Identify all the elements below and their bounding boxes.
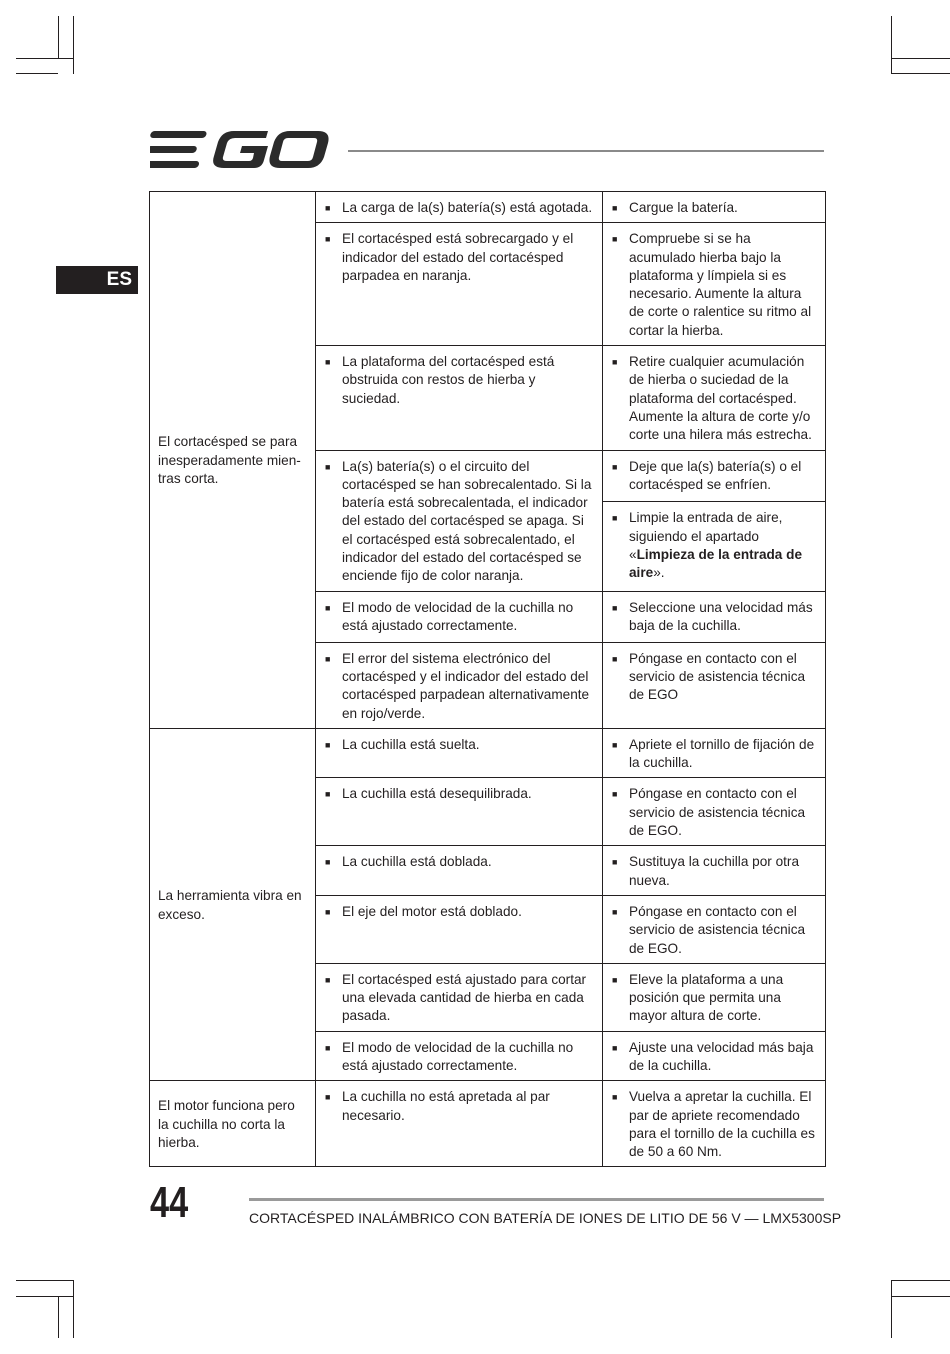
cause-text: El cortacésped está ajustado para cortar una elevada cantidad de hierba en cada pasada. <box>342 971 587 1024</box>
bullet-icon: ■ <box>612 789 618 800</box>
solution-text: Póngase en contacto con el servicio de asistencia técnica de EGO <box>629 650 806 703</box>
solution-text: Eleve la plataforma a una posición que permita una mayor altura de corte. <box>629 971 784 1024</box>
bullet-icon: ■ <box>325 234 331 245</box>
table-row <box>150 1081 826 1167</box>
bullet-icon: ■ <box>612 513 618 524</box>
bullet-icon: ■ <box>325 357 331 368</box>
language-tab: ES <box>56 266 138 294</box>
cause-cell <box>316 1031 603 1081</box>
solution-cell <box>603 846 826 896</box>
bullet-icon: ■ <box>612 234 618 245</box>
crop-mark <box>891 16 892 74</box>
cause-cell <box>316 1081 603 1167</box>
cause-cell <box>316 346 603 450</box>
crop-mark <box>16 58 74 59</box>
footer-rule <box>249 1198 824 1201</box>
cause-text: La cuchilla está doblada. <box>342 854 492 870</box>
bullet-icon: ■ <box>612 857 618 868</box>
cause-cell <box>316 728 603 778</box>
solution-text: Compruebe si se ha acumulado hierba bajo la plataforma y límpiela si es necesario. Aumente la altura de corte o ralentice su ritmo al cortar la hierba. <box>629 231 812 338</box>
cause-text: El error del sistema electrónico del cortacésped y el indicador del estado del cortacésped parpadean alternativamente en rojo/verde. <box>342 650 590 721</box>
bullet-icon: ■ <box>325 602 331 613</box>
solution-text: Retire cualquier acumulación de hierba o suciedad de la plataforma del cortacésped. Aumente la altura de corte y/o corte una hilera más estrecha. <box>629 354 812 443</box>
cause-text: El eje del motor está doblado. <box>342 903 522 919</box>
crop-mark <box>891 73 950 74</box>
cause-cell <box>316 192 603 223</box>
bullet-icon: ■ <box>325 461 331 472</box>
solution-text: Apriete el tornillo de fijación de la cuchilla. <box>629 736 815 771</box>
crop-mark <box>891 1296 950 1297</box>
cause-text: La cuchilla está desequilibrada. <box>342 786 532 802</box>
bullet-icon: ■ <box>612 906 618 917</box>
crop-mark <box>73 1280 74 1338</box>
cause-cell <box>316 450 603 591</box>
bullet-icon: ■ <box>325 906 331 917</box>
solution-cell <box>603 346 826 450</box>
bullet-icon: ■ <box>325 789 331 800</box>
cause-text: La cuchilla está suelta. <box>342 736 480 752</box>
bullet-icon: ■ <box>612 974 618 985</box>
bullet-icon: ■ <box>325 1092 331 1103</box>
header-rule <box>348 150 824 152</box>
cause-cell <box>316 895 603 963</box>
solution-text-part: Limpie la entrada de aire, siguiendo el apartado « <box>629 510 783 562</box>
bullet-icon: ■ <box>612 357 618 368</box>
solution-text: Vuelva a apretar la cuchilla. El par de apriete recomendado para el tornillo de la cuchilla es de 50 a 60 Nm. <box>629 1089 815 1160</box>
cause-text: La carga de la(s) batería(s) está agotada. <box>342 200 593 215</box>
solution-text <box>629 509 817 582</box>
bullet-icon: ■ <box>325 974 331 985</box>
troubleshooting-table <box>149 191 826 1167</box>
solution-cell <box>603 450 826 502</box>
section-reference: Limpieza de la entrada de aire <box>629 546 803 581</box>
bullet-icon: ■ <box>325 1042 331 1053</box>
crop-mark <box>58 1296 59 1338</box>
solution-cell <box>603 778 826 846</box>
cause-text: El modo de velocidad de la cuchilla no está ajustado correctamente. <box>342 599 574 633</box>
bullet-icon: ■ <box>612 653 618 664</box>
condition-text: El motor funciona pero la cuchilla no corta la hierba. <box>158 1098 295 1151</box>
solution-text: Deje que la(s) batería(s) o el cortacésped se enfríen. <box>629 458 802 492</box>
condition-cell <box>150 1081 316 1167</box>
cause-cell <box>316 591 603 642</box>
crop-mark <box>891 58 950 59</box>
solution-cell <box>603 895 826 963</box>
solution-text: Cargue la batería. <box>629 200 738 215</box>
crop-mark <box>73 16 74 74</box>
cause-text: El cortacésped está sobrecargado y el indicador del estado del cortacésped parpadea en naranja. <box>342 231 574 283</box>
bullet-icon: ■ <box>612 739 618 750</box>
condition-text: El cortacésped se para inesperadamente mien-tras corta. <box>158 434 301 487</box>
solution-text-part: ». <box>653 565 665 581</box>
cause-cell <box>316 963 603 1031</box>
cause-cell <box>316 223 603 346</box>
bullet-icon: ■ <box>612 1042 618 1053</box>
crop-mark <box>891 1280 950 1281</box>
solution-text: Póngase en contacto con el servicio de asistencia técnica de EGO. <box>629 903 806 956</box>
cause-cell <box>316 778 603 846</box>
cause-text: La cuchilla no está apretada al par necesario. <box>342 1089 550 1123</box>
solution-cell <box>603 642 826 728</box>
table-row <box>150 192 826 223</box>
bullet-icon: ■ <box>325 653 331 664</box>
cause-text: El modo de velocidad de la cuchilla no está ajustado correctamente. <box>342 1039 574 1073</box>
solution-text: Sustituya la cuchilla por otra nueva. <box>629 854 800 888</box>
solution-cell <box>603 963 826 1031</box>
bullet-icon: ■ <box>612 461 618 472</box>
table-row <box>150 728 826 778</box>
ego-logo <box>150 128 330 172</box>
page-number: 44 <box>150 1178 189 1227</box>
crop-mark <box>891 1280 892 1338</box>
solution-cell <box>603 1031 826 1081</box>
solution-text: Seleccione una velocidad más baja de la cuchilla. <box>629 599 813 633</box>
cause-cell <box>316 846 603 896</box>
condition-cell <box>150 728 316 1080</box>
bullet-icon: ■ <box>612 1092 618 1103</box>
crop-mark <box>58 16 59 58</box>
crop-mark <box>16 1280 74 1281</box>
bullet-icon: ■ <box>612 602 618 613</box>
cause-cell <box>316 642 603 728</box>
solution-cell <box>603 502 826 591</box>
solution-cell <box>603 223 826 346</box>
bullet-icon: ■ <box>325 203 331 213</box>
solution-text: Póngase en contacto con el servicio de asistencia técnica de EGO. <box>629 786 806 839</box>
solution-text: Ajuste una velocidad más baja de la cuchilla. <box>629 1039 814 1073</box>
solution-cell <box>603 591 826 642</box>
bullet-icon: ■ <box>325 739 331 750</box>
footer-title: CORTACÉSPED INALÁMBRICO CON BATERÍA DE IONES DE LITIO DE 56 V — LMX5300SP <box>249 1210 842 1226</box>
crop-mark <box>16 1296 74 1297</box>
condition-cell <box>150 192 316 729</box>
bullet-icon: ■ <box>612 203 618 213</box>
bullet-icon: ■ <box>325 857 331 868</box>
cause-text: La plataforma del cortacésped está obstruida con restos de hierba y suciedad. <box>342 354 555 406</box>
solution-cell <box>603 728 826 778</box>
solution-cell <box>603 1081 826 1167</box>
condition-text: La herramienta vibra en exceso. <box>158 888 302 922</box>
cause-text: La(s) batería(s) o el circuito del cortacésped se han sobrecalentado. Si la batería está sobrecalentada, el indicador del estado del cortacésped se apaga. Si el cortacésped está sobrecalentado, el indicador del estado del cortacésped se enciende fijo de color naranja. <box>342 458 592 584</box>
solution-cell <box>603 192 826 223</box>
crop-mark <box>16 73 58 74</box>
